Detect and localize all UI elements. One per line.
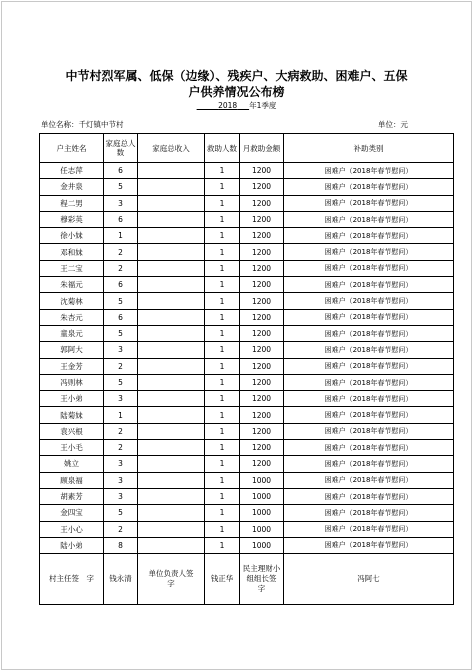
cell-monthly-aid: 1200 xyxy=(240,391,284,407)
cell-category: 困难户（2018年春节慰问） xyxy=(284,325,454,341)
cell-family-income xyxy=(138,472,205,488)
cell-family-income xyxy=(138,163,205,179)
cell-monthly-aid: 1200 xyxy=(240,440,284,456)
cell-name: 金四宝 xyxy=(40,505,104,521)
cell-aided-count: 1 xyxy=(205,358,240,374)
table-row xyxy=(40,440,454,456)
cell-category: 困难户（2018年春节慰问） xyxy=(284,505,454,521)
cell-aided-count: 1 xyxy=(205,228,240,244)
cell-monthly-aid: 1200 xyxy=(240,195,284,211)
cell-family-size: 3 xyxy=(104,391,138,407)
cell-aided-count: 1 xyxy=(205,325,240,341)
cell-monthly-aid: 1000 xyxy=(240,488,284,504)
table-body xyxy=(40,163,454,554)
cell-monthly-aid: 1200 xyxy=(240,211,284,227)
cell-monthly-aid: 1200 xyxy=(240,228,284,244)
table-row xyxy=(40,342,454,358)
cell-family-income xyxy=(138,277,205,293)
table-row xyxy=(40,277,454,293)
cell-family-size: 5 xyxy=(104,374,138,390)
cell-name: 陆小弟 xyxy=(40,537,104,553)
cell-family-income xyxy=(138,423,205,439)
cell-family-size: 6 xyxy=(104,211,138,227)
cell-name: 王小弟 xyxy=(40,391,104,407)
cell-aided-count: 1 xyxy=(205,163,240,179)
cell-family-size: 2 xyxy=(104,521,138,537)
cell-category: 困难户（2018年春节慰问） xyxy=(284,211,454,227)
democracy-signature: 冯阿七 xyxy=(284,554,454,605)
cell-aided-count: 1 xyxy=(205,505,240,521)
cell-family-size: 8 xyxy=(104,537,138,553)
table-row xyxy=(40,163,454,179)
cell-family-size: 5 xyxy=(104,179,138,195)
cell-family-size: 5 xyxy=(104,325,138,341)
cell-family-income xyxy=(138,260,205,276)
cell-category: 困难户（2018年春节慰问） xyxy=(284,277,454,293)
cell-monthly-aid: 1200 xyxy=(240,407,284,423)
cell-monthly-aid: 1200 xyxy=(240,325,284,341)
table-row xyxy=(40,211,454,227)
cell-monthly-aid: 1200 xyxy=(240,277,284,293)
cell-aided-count: 1 xyxy=(205,423,240,439)
cell-monthly-aid: 1200 xyxy=(240,423,284,439)
table-row xyxy=(40,407,454,423)
cell-monthly-aid: 1000 xyxy=(240,521,284,537)
cell-category: 困难户（2018年春节慰问） xyxy=(284,179,454,195)
cell-family-size: 2 xyxy=(104,358,138,374)
cell-family-income xyxy=(138,440,205,456)
cell-family-size: 2 xyxy=(104,260,138,276)
unit-measure: 单位：元 xyxy=(378,120,408,129)
cell-category: 困难户（2018年春节慰问） xyxy=(284,488,454,504)
cell-category: 困难户（2018年春节慰问） xyxy=(284,537,454,553)
cell-name: 朱福元 xyxy=(40,277,104,293)
cell-category: 困难户（2018年春节慰问） xyxy=(284,423,454,439)
cell-monthly-aid: 1200 xyxy=(240,260,284,276)
cell-aided-count: 1 xyxy=(205,472,240,488)
cell-family-income xyxy=(138,456,205,472)
cell-aided-count: 1 xyxy=(205,537,240,553)
cell-family-size: 5 xyxy=(104,293,138,309)
cell-monthly-aid: 1000 xyxy=(240,537,284,553)
unit-name: 单位名称：千灯镇中节村 xyxy=(41,120,124,129)
cell-monthly-aid: 1200 xyxy=(240,244,284,260)
cell-category: 困难户（2018年春节慰问） xyxy=(284,228,454,244)
aid-table xyxy=(39,133,454,605)
cell-name: 顾泉福 xyxy=(40,472,104,488)
cell-family-size: 1 xyxy=(104,228,138,244)
cell-name: 王小毛 xyxy=(40,440,104,456)
cell-name: 冯则林 xyxy=(40,374,104,390)
cell-family-income xyxy=(138,391,205,407)
table-row xyxy=(40,195,454,211)
cell-family-size: 1 xyxy=(104,407,138,423)
cell-monthly-aid: 1200 xyxy=(240,358,284,374)
democracy-label: 民主理财小组组长签 字 xyxy=(240,554,284,605)
cell-family-income xyxy=(138,488,205,504)
unit-head-label: 单位负责人签 字 xyxy=(138,554,205,605)
cell-name: 王二宝 xyxy=(40,260,104,276)
table-row xyxy=(40,472,454,488)
cell-aided-count: 1 xyxy=(205,407,240,423)
cell-name: 程二男 xyxy=(40,195,104,211)
cell-family-size: 5 xyxy=(104,505,138,521)
table-row xyxy=(40,423,454,439)
table-row xyxy=(40,374,454,390)
cell-family-income xyxy=(138,407,205,423)
cell-aided-count: 1 xyxy=(205,309,240,325)
cell-name: 童泉元 xyxy=(40,325,104,341)
cell-category: 困难户（2018年春节慰问） xyxy=(284,309,454,325)
cell-monthly-aid: 1200 xyxy=(240,456,284,472)
cell-monthly-aid: 1000 xyxy=(240,505,284,521)
table-row xyxy=(40,521,454,537)
cell-name: 任志萍 xyxy=(40,163,104,179)
cell-name: 王金芳 xyxy=(40,358,104,374)
period-year: 2018 xyxy=(218,101,238,110)
cell-aided-count: 1 xyxy=(205,179,240,195)
page-title xyxy=(0,68,473,100)
cell-name: 陆菊妹 xyxy=(40,407,104,423)
cell-family-income xyxy=(138,195,205,211)
cell-family-size: 6 xyxy=(104,309,138,325)
table-row xyxy=(40,244,454,260)
cell-name: 金井泉 xyxy=(40,179,104,195)
signature-row xyxy=(40,554,454,605)
header-aided-count: 救助人数 xyxy=(205,134,240,163)
cell-category: 困难户（2018年春节慰问） xyxy=(284,293,454,309)
cell-aided-count: 1 xyxy=(205,488,240,504)
cell-name: 姚立 xyxy=(40,456,104,472)
cell-family-income xyxy=(138,505,205,521)
cell-monthly-aid: 1200 xyxy=(240,309,284,325)
cell-name: 胡素芳 xyxy=(40,488,104,504)
cell-name: 邓和妹 xyxy=(40,244,104,260)
unit-head-signature: 钱正华 xyxy=(205,554,240,605)
cell-category: 困难户（2018年春节慰问） xyxy=(284,260,454,276)
cell-aided-count: 1 xyxy=(205,195,240,211)
cell-aided-count: 1 xyxy=(205,391,240,407)
header-family-income: 家庭总收入 xyxy=(138,134,205,163)
cell-category: 困难户（2018年春节慰问） xyxy=(284,195,454,211)
cell-category: 困难户（2018年春节慰问） xyxy=(284,358,454,374)
cell-monthly-aid: 1200 xyxy=(240,342,284,358)
cell-aided-count: 1 xyxy=(205,521,240,537)
director-signature: 钱永清 xyxy=(104,554,138,605)
table-row xyxy=(40,309,454,325)
cell-family-size: 3 xyxy=(104,342,138,358)
cell-family-income xyxy=(138,293,205,309)
cell-family-income xyxy=(138,244,205,260)
table-row xyxy=(40,228,454,244)
cell-family-size: 3 xyxy=(104,472,138,488)
cell-family-size: 6 xyxy=(104,163,138,179)
cell-category: 困难户（2018年春节慰问） xyxy=(284,472,454,488)
cell-name: 徐小妹 xyxy=(40,228,104,244)
cell-family-income xyxy=(138,228,205,244)
cell-aided-count: 1 xyxy=(205,260,240,276)
cell-category: 困难户（2018年春节慰问） xyxy=(284,342,454,358)
cell-category: 困难户（2018年春节慰问） xyxy=(284,391,454,407)
cell-name: 朱杏元 xyxy=(40,309,104,325)
cell-family-income xyxy=(138,179,205,195)
cell-family-income xyxy=(138,309,205,325)
cell-family-income xyxy=(138,537,205,553)
cell-aided-count: 1 xyxy=(205,293,240,309)
table-row xyxy=(40,260,454,276)
table-row xyxy=(40,488,454,504)
cell-monthly-aid: 1200 xyxy=(240,179,284,195)
title-line-2: 户供养情况公布榜 xyxy=(188,85,285,99)
cell-name: 沈菊林 xyxy=(40,293,104,309)
period-line xyxy=(0,100,473,111)
cell-name: 郭阿大 xyxy=(40,342,104,358)
cell-family-size: 6 xyxy=(104,277,138,293)
cell-category: 困难户（2018年春节慰问） xyxy=(284,244,454,260)
cell-aided-count: 1 xyxy=(205,211,240,227)
header-name: 户主姓名 xyxy=(40,134,104,163)
cell-family-size: 2 xyxy=(104,423,138,439)
cell-category: 困难户（2018年春节慰问） xyxy=(284,456,454,472)
cell-aided-count: 1 xyxy=(205,440,240,456)
cell-aided-count: 1 xyxy=(205,456,240,472)
cell-category: 困难户（2018年春节慰问） xyxy=(284,407,454,423)
cell-aided-count: 1 xyxy=(205,244,240,260)
cell-family-size: 3 xyxy=(104,456,138,472)
cell-name: 王小心 xyxy=(40,521,104,537)
cell-monthly-aid: 1200 xyxy=(240,293,284,309)
header-category: 补助类别 xyxy=(284,134,454,163)
header-monthly-aid: 月救助金额 xyxy=(240,134,284,163)
cell-monthly-aid: 1000 xyxy=(240,472,284,488)
cell-family-income xyxy=(138,325,205,341)
cell-category: 困难户（2018年春节慰问） xyxy=(284,521,454,537)
cell-aided-count: 1 xyxy=(205,277,240,293)
director-label: 村主任签 字 xyxy=(40,554,104,605)
cell-monthly-aid: 1200 xyxy=(240,374,284,390)
cell-family-income xyxy=(138,342,205,358)
header-family-size: 家庭总人数 xyxy=(104,134,138,163)
table-row xyxy=(40,325,454,341)
table-row xyxy=(40,391,454,407)
cell-family-size: 2 xyxy=(104,244,138,260)
table-row xyxy=(40,293,454,309)
header-row xyxy=(40,134,454,163)
cell-category: 困难户（2018年春节慰问） xyxy=(284,440,454,456)
cell-family-income xyxy=(138,374,205,390)
cell-aided-count: 1 xyxy=(205,342,240,358)
cell-family-income xyxy=(138,211,205,227)
cell-family-size: 3 xyxy=(104,488,138,504)
period-quarter: 年1季度 xyxy=(249,101,277,110)
cell-family-income xyxy=(138,521,205,537)
cell-name: 穆彩英 xyxy=(40,211,104,227)
cell-name: 袁兴根 xyxy=(40,423,104,439)
cell-monthly-aid: 1200 xyxy=(240,163,284,179)
title-line-1: 中节村烈军属、低保（边缘）、残疾户、大病救助、困难户、五保 xyxy=(65,69,408,83)
table-row xyxy=(40,456,454,472)
cell-family-size: 3 xyxy=(104,195,138,211)
cell-family-income xyxy=(138,358,205,374)
table-row xyxy=(40,179,454,195)
table-row xyxy=(40,358,454,374)
cell-aided-count: 1 xyxy=(205,374,240,390)
table-row xyxy=(40,505,454,521)
cell-category: 困难户（2018年春节慰问） xyxy=(284,163,454,179)
cell-family-size: 2 xyxy=(104,440,138,456)
cell-category: 困难户（2018年春节慰问） xyxy=(284,374,454,390)
table-row xyxy=(40,537,454,553)
